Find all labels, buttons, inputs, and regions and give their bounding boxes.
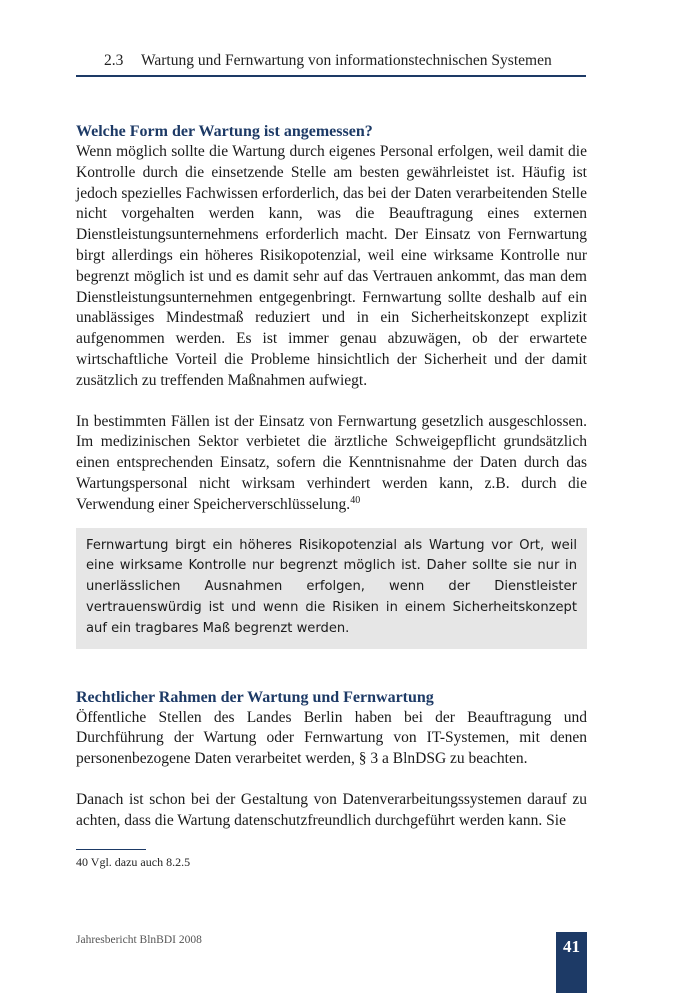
page-number-badge	[556, 932, 587, 993]
footnote-rule	[76, 849, 146, 850]
section1-paragraph-2	[76, 412, 587, 516]
paragraph-gap	[76, 392, 587, 412]
running-header	[104, 52, 586, 70]
footnote-40: 40 Vgl. dazu auch 8.2.5	[76, 855, 191, 869]
paragraph-gap	[76, 770, 587, 790]
section2-paragraph-2: Danach ist schon bei der Gestaltung von Datenverarbeitungssystemen darauf zu achten, dass die Wartung datenschutzfreundlich durchgeführt werden kann. Sie	[76, 790, 587, 829]
footer-report-title: Jahresbericht BlnBDI 2008	[76, 934, 202, 946]
footnote-ref-40[interactable]: 40	[350, 494, 361, 506]
section2-paragraph-1: Öffentliche Stellen des Landes Berlin haben bei der Beauftragung und Durchführung der Wartung oder Fernwartung von IT-Systemen, mit denen personenbezogene Daten verarbeitet werden, § 3 a BlnDSG zu beachten.	[76, 708, 587, 768]
section1-paragraph-1: Wenn möglich sollte die Wartung durch eigenes Personal erfolgen, weil damit die Kontrolle durch die einsetzende Stelle am besten gewährleistet ist. Häufig ist jedoch spezielles Fachwissen erforderlich, das bei der Daten verarbeitenden Stelle nicht vorgehalten werden kann, was die Beauftragung eines externen Dienstleistungsunternehmens erforderlich macht. Der Einsatz von Fernwartung birgt allerdings ein höheres Risikopotenzial, weil eine wirksame Kontrolle nur begrenzt möglich ist und es damit sehr auf das Vertrauen ankommt, das man dem Dienstleistungsunternehmen entgegenbringt. Fernwartung sollte deshalb auf ein unablässiges Mindestmaß reduziert und in ein Sicherheitskonzept explizit aufgenommen werden. Es ist immer genau abzuwägen, ob der erwartete wirtschaftliche Vorteil die Probleme hinsichtlich der Sicherheit und der damit zusätzlich zu treffenden Maßnahmen aufwiegt.	[76, 143, 587, 389]
section-number: 2.3	[104, 52, 124, 69]
page-number: 41	[563, 937, 580, 956]
header-rule	[76, 75, 586, 77]
summary-infobox	[76, 528, 587, 649]
infobox-text: Fernwartung birgt ein höheres Risikopotenzial als Wartung vor Ort, weil eine wirksame Kontrolle nur begrenzt möglich ist. Daher sollte sie nur in unerlässlichen Ausnahmen erfolgen, wenn der Dienstleister vertrauenswürdig ist und wenn die Risiken in einem Sicherheitskonzept auf ein tragbares Maß begrenzt werden.	[86, 537, 577, 636]
section-title: Wartung und Fernwartung von informationstechnischen Systemen	[140, 52, 552, 69]
paragraph-text: In bestimmten Fällen ist der Einsatz von Fernwartung gesetzlich ausgeschlossen. Im medizinischen Sektor verbietet die ärztliche Schweigepflicht grundsätzlich einen entsprechenden Einsatz, sofern die Kenntnisnahme der Daten durch das Wartungspersonal nicht wirksam verhindert werden kann, z.B. durch die Verwendung einer Speicherverschlüsselung.	[76, 412, 587, 513]
section2-heading: Rechtlicher Rahmen der Wartung und Fernwartung	[76, 688, 434, 706]
main-content	[76, 121, 587, 832]
section1-heading: Welche Form der Wartung ist angemessen?	[76, 123, 373, 140]
